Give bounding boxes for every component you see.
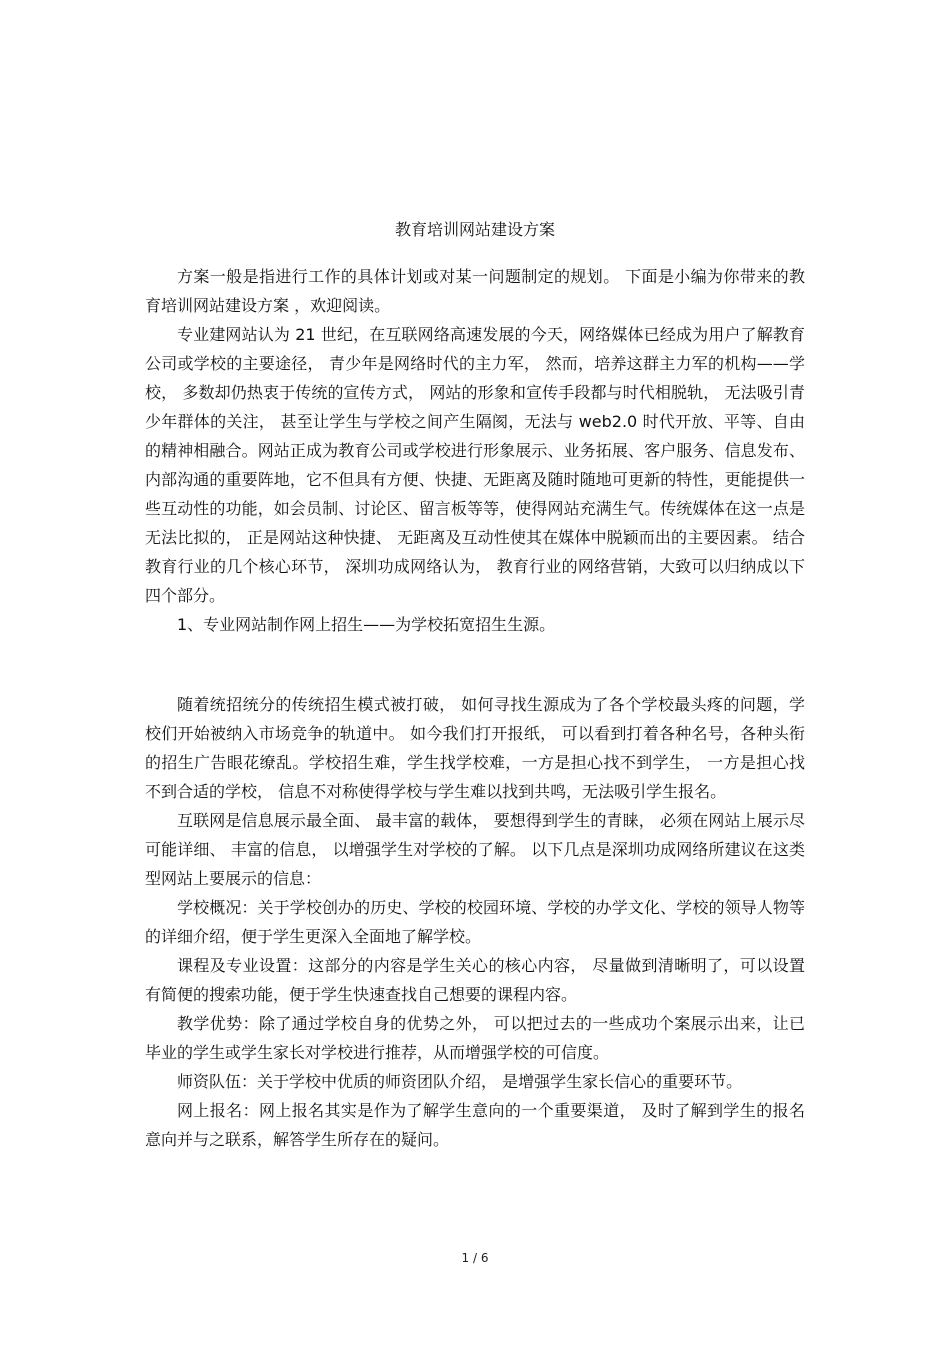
- paragraph-faculty: 师资队伍：关于学校中优质的师资团队介绍， 是增强学生家长信心的重要环节。: [177, 1072, 743, 1091]
- intro-paragraph-block: [145, 262, 805, 639]
- paragraph-school-overview: 学校概况：关于学校创办的历史、学校的校园环境、学校的办学文化、学校的领导人物等的详细介绍，便于学生更深入全面地了解学校。: [145, 898, 805, 946]
- body-paragraph-block: [145, 690, 805, 1154]
- paragraph-intro: 方案一般是指进行工作的具体计划或对某一问题制定的规划。 下面是小编为你带来的教育培训网站建设方案 ，欢迎阅读。: [145, 267, 805, 315]
- paragraph-recruitment: 随着统招统分的传统招生模式被打破， 如何寻找生源成为了各个学校最头疼的问题，学校们开始被纳入市场竞争的轨道中。 如今我们打开报纸， 可以看到打着各种名号，各种头衔的招生广告眼花缭乱。学校招生难，学生找学校难，一方是担心找不到学生， 一方是担心找不到合适的学校， 信息不对称使得学校与学生难以找到共鸣，无法吸引学生报名。: [145, 695, 805, 801]
- page-number: 1 / 6: [461, 1251, 489, 1265]
- section-heading-1: 1、专业网站制作网上招生——为学校拓宽招生生源。: [177, 615, 556, 634]
- paragraph-overview: 专业建网站认为 21 世纪，在互联网络高速发展的今天，网络媒体已经成为用户了解教育公司或学校的主要途径， 青少年是网络时代的主力军， 然而，培养这群主力军的机构——学校， 多数却仍热衷于传统的宣传方式， 网站的形象和宣传手段都与时代相脱轨， 无法吸引青少年群体的关注， 甚至让学生与学校之间产生隔阂，无法与 web2.0 时代开放、平等、自由的精神相融合。网站正成为教育公司或学校进行形象展示、业务拓展、客户服务、信息发布、内部沟通的重要阵地，它不但具有方便、快捷、无距离及随时随地可更新的特性，更能提供一些互动性的功能，如会员制、讨论区、留言板等等，使得网站充满生气。传统媒体在这一点是无法比拟的， 正是网站这种快捷、 无距离及互动性使其在媒体中脱颖而出的主要因素。 结合教育行业的几个核心环节， 深圳功成网络认为， 教育行业的网络营销，大致可以归纳成以下四个部分。: [145, 325, 805, 605]
- paragraph-online-registration: 网上报名：网上报名其实是作为了解学生意向的一个重要渠道， 及时了解到学生的报名意向并与之联系，解答学生所存在的疑问。: [145, 1101, 805, 1149]
- paragraph-courses: 课程及专业设置：这部分的内容是学生关心的核心内容， 尽量做到清晰明了，可以设置有简便的搜索功能，便于学生快速查找自己想要的课程内容。: [145, 956, 805, 1004]
- paragraph-teaching-advantage: 教学优势：除了通过学校自身的优势之外， 可以把过去的一些成功个案展示出来，让已毕业的学生或学生家长对学校进行推荐，从而增强学校的可信度。: [145, 1014, 805, 1062]
- document-title: 教育培训网站建设方案: [394, 220, 555, 239]
- paragraph-internet: 互联网是信息展示最全面、 最丰富的载体， 要想得到学生的青睐， 必须在网站上展示尽可能详细、 丰富的信息， 以增强学生对学校的了解。 以下几点是深圳功成网络所建议在这类型网站上要展示的信息：: [145, 811, 805, 888]
